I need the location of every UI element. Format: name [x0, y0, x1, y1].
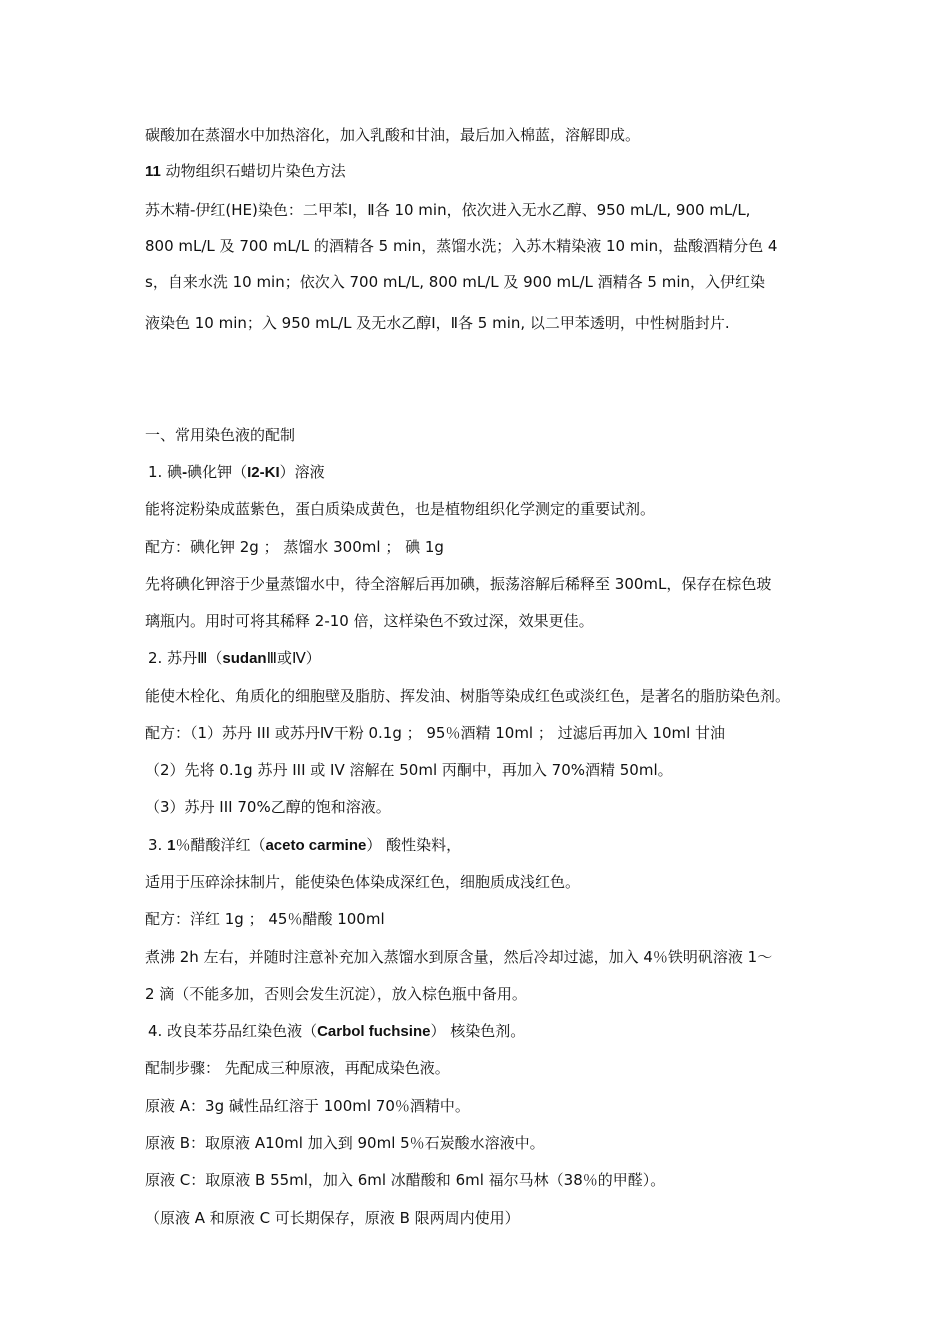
section-number: 11 — [145, 163, 161, 180]
item2-formula-3: （3）苏丹 III 70%乙醇的饱和溶液。 — [145, 798, 391, 816]
item1-note-2: 璃瓶内。用时可将其稀释 2-10 倍，这样染色不致过深，效果更佳。 — [145, 612, 594, 630]
item3-heading: 3. 1％醋酸洋红（aceto carmine） 酸性染料， — [148, 836, 462, 854]
item3-desc: 适用于压碎涂抹制片，能使染色体染成深红色，细胞质成浅红色。 — [145, 873, 581, 891]
item1-desc: 能将淀粉染成蓝紫色，蛋白质染成黄色，也是植物组织化学测定的重要试剂。 — [145, 500, 656, 518]
item1-formula-name: I2-KI — [247, 464, 280, 481]
item3-formula: 配方：洋红 1g ； 45％醋酸 100ml — [145, 910, 385, 928]
item1-heading: 1. 碘-碘化钾（I2-KI）溶液 — [148, 463, 325, 481]
item4-stock-a: 原液 A：3g 碱性品红溶于 100ml 70％酒精中。 — [145, 1097, 470, 1115]
he-line-3: s，自来水洗 10 min；依次入 700 mL/L, 800 mL/L 及 900 mL/L 酒精各 5 min，入伊红染 — [145, 273, 766, 291]
part1-heading: 一、常用染色液的配制 — [145, 426, 296, 444]
item1-note-1: 先将碘化钾溶于少量蒸馏水中，待全溶解后再加碘，振荡溶解后稀释至 300mL，保存在棕色玻 — [145, 575, 772, 593]
item2-desc: 能使木栓化、角质化的细胞壁及脂肪、挥发油、树脂等染成红色或淡红色，是著名的脂肪染色剂。 — [145, 687, 791, 705]
item4-steps: 配制步骤： 先配成三种原液，再配成染色液。 — [145, 1059, 450, 1077]
item3-note-1: 煮沸 2h 左右，并随时注意补充加入蒸馏水到原含量，然后冷却过滤，加入 4％铁明矾溶液 1～ — [145, 948, 773, 966]
item1-formula: 配方：碘化钾 2g ； 蒸馏水 300ml ； 碘 1g — [145, 538, 444, 556]
section-title: 动物组织石蜡切片染色方法 — [160, 162, 346, 180]
he-line-4: 液染色 10 min；入 950 mL/L 及无水乙醇Ⅰ，Ⅱ各 5 min, 以二甲苯透明，中性树脂封片. — [145, 314, 730, 332]
he-line-1: 苏木精-伊红(HE)染色：二甲苯Ⅰ，Ⅱ各 10 min，依次进入无水乙醇、950 mL/L, 900 mL/L, — [145, 201, 751, 219]
item2-formula-2: （2）先将 0.1g 苏丹 III 或 IV 溶解在 50ml 丙酮中，再加入 70%酒精 50ml。 — [145, 761, 673, 779]
section-11-heading — [145, 160, 820, 183]
intro-line: 碳酸加在蒸溜水中加热溶化，加入乳酸和甘油，最后加入棉蓝，溶解即成。 — [145, 126, 641, 144]
item2-heading: 2. 苏丹Ⅲ（sudanⅢ或Ⅳ） — [148, 649, 321, 667]
he-line-2: 800 mL/L 及 700 mL/L 的酒精各 5 min，蒸馏水洗；入苏木精染液 10 min，盐酸酒精分色 4 — [145, 237, 778, 255]
item4-heading: 4. 改良苯芬品红染色液（Carbol fuchsine） 核染色剂。 — [148, 1022, 526, 1040]
item2-formula-1: 配方：（1）苏丹 III 或苏丹Ⅳ干粉 0.1g ； 95％酒精 10ml ； 过滤后再加入 10ml 甘油 — [145, 724, 726, 742]
item4-stock-b: 原液 B：取原液 A10ml 加入到 90ml 5％石炭酸水溶液中。 — [145, 1134, 545, 1152]
item3-note-2: 2 滴（不能多加，否则会发生沉淀），放入棕色瓶中备用。 — [145, 985, 527, 1003]
item4-stock-c: 原液 C：取原液 B 55ml，加入 6ml 冰醋酸和 6ml 福尔马林（38％的甲醛）。 — [145, 1171, 666, 1189]
item4-note: （原液 A 和原液 C 可长期保存，原液 B 限两周内使用） — [145, 1209, 520, 1227]
